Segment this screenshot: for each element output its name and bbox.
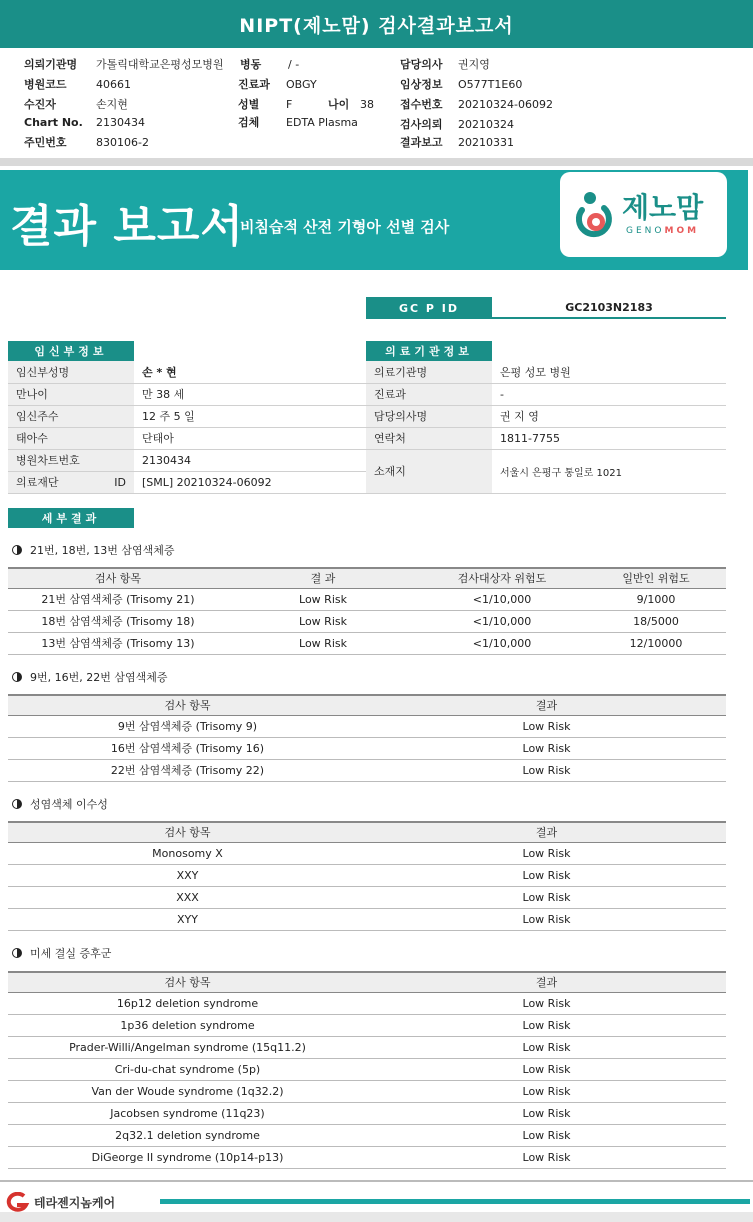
table-row	[8, 588, 726, 610]
doctor-field	[400, 56, 490, 72]
cell: 18번 삼염색체증 (Trisomy 18)	[8, 610, 228, 632]
cell: <1/10,000	[418, 588, 586, 610]
table-row	[366, 449, 726, 493]
col-subject-risk: 검사대상자 위험도	[418, 568, 586, 588]
inst-contact-label: 연락처	[366, 427, 492, 449]
table-row	[8, 610, 726, 632]
pregnant-name-label: 임신부성명	[8, 361, 134, 383]
footer-divider	[0, 1180, 753, 1182]
genomom-logo	[560, 172, 727, 257]
logo-english	[626, 226, 699, 236]
patient-value: 손지현	[96, 98, 128, 111]
cell: Low Risk	[367, 842, 726, 864]
section4-heading-text: 미세 결실 증후군	[30, 947, 112, 960]
cell: Low Risk	[367, 1036, 726, 1058]
half-circle-icon	[12, 672, 22, 682]
inst-name-value: 은평 성모 병원	[492, 361, 726, 383]
institution-value: 가톨릭대학교은평성모병원	[96, 58, 224, 71]
cell: Low Risk	[367, 1058, 726, 1080]
request-label: 검사의뢰	[400, 118, 443, 131]
result-banner	[0, 170, 748, 270]
age-label: 만나이	[8, 383, 134, 405]
chart-number-value: 2130434	[134, 449, 366, 471]
table-row	[366, 405, 726, 427]
chart-label: Chart No.	[24, 116, 83, 129]
patient-field	[24, 96, 128, 112]
report-title: NIPT(제노맘) 검사결과보고서	[0, 0, 753, 48]
trisomy-minor-table	[8, 694, 726, 782]
inst-address-label: 소재지	[366, 449, 492, 493]
cell: 9/1000	[586, 588, 726, 610]
cell: 1p36 deletion syndrome	[8, 1014, 367, 1036]
dept-value: OBGY	[286, 78, 317, 91]
table-row	[8, 361, 366, 383]
section1-heading	[12, 542, 174, 558]
cell: 2q32.1 deletion syndrome	[8, 1124, 367, 1146]
receipt-field	[400, 96, 553, 112]
cell: Van der Woude syndrome (1q32.2)	[8, 1080, 367, 1102]
col-result: 결 과	[228, 568, 418, 588]
pregnant-info-tab: 임신부정보	[8, 341, 134, 361]
cell: Low Risk	[367, 715, 726, 737]
half-circle-icon	[12, 948, 22, 958]
ward-label: 병동	[240, 58, 262, 71]
table-header-row	[8, 972, 726, 992]
age-value: 38	[360, 98, 374, 111]
resident-value: 830106-2	[96, 136, 149, 149]
cell: 22번 삼염색체증 (Trisomy 22)	[8, 759, 367, 781]
table-row	[8, 759, 726, 781]
table-row	[8, 842, 726, 864]
section2-heading-text: 9번, 16번, 22번 삼염색체증	[30, 671, 168, 684]
section3-heading-text: 성염색체 이수성	[30, 798, 108, 811]
age-label: 나이	[328, 98, 350, 111]
cell: Cri-du-chat syndrome (5p)	[8, 1058, 367, 1080]
hospital-code-field	[24, 76, 131, 92]
gcp-id-value: GC2103N2183	[492, 297, 726, 319]
section2-heading	[12, 669, 167, 685]
chart-value: 2130434	[96, 116, 145, 129]
doctor-value: 권지영	[458, 58, 490, 71]
footer-company-logo	[4, 1192, 115, 1212]
report-date-value: 20210331	[458, 136, 514, 149]
pregnant-info-table	[8, 361, 366, 494]
fetus-count-value: 단태아	[134, 427, 366, 449]
header-info	[0, 52, 753, 156]
table-row	[8, 405, 366, 427]
footer-bottom-band	[0, 1212, 753, 1222]
logo-en-mom: MOM	[664, 226, 700, 236]
table-row	[8, 449, 366, 471]
cell: Low Risk	[367, 908, 726, 930]
inst-contact-value: 1811-7755	[492, 427, 726, 449]
patient-label: 수진자	[24, 98, 56, 111]
table-row	[8, 1102, 726, 1124]
foundation-id-value: [SML] 20210324-06092	[134, 471, 366, 493]
table-row	[8, 383, 366, 405]
half-circle-icon	[12, 799, 22, 809]
cell: XYY	[8, 908, 367, 930]
section1-heading-text: 21번, 18번, 13번 삼염색체증	[30, 544, 175, 557]
specimen-field	[238, 114, 358, 130]
footer-accent-line	[160, 1199, 750, 1204]
sex-field	[238, 96, 292, 112]
trisomy-major-table	[8, 567, 726, 655]
inst-doctor-value: 권 지 영	[492, 405, 726, 427]
table-row	[8, 908, 726, 930]
section4-heading	[12, 945, 111, 961]
inst-name-label: 의료기관명	[366, 361, 492, 383]
receipt-label: 접수번호	[400, 98, 443, 111]
inst-dept-label: 진료과	[366, 383, 492, 405]
cell: Low Risk	[367, 886, 726, 908]
specimen-label: 검체	[238, 116, 260, 129]
cell: Low Risk	[367, 1146, 726, 1168]
microdeletion-table	[8, 971, 726, 1169]
table-header-row	[8, 822, 726, 842]
table-row	[8, 886, 726, 908]
cell: 12/10000	[586, 632, 726, 654]
cell: 9번 삼염색체증 (Trisomy 9)	[8, 715, 367, 737]
col-test-item: 검사 항목	[8, 695, 367, 715]
table-row	[8, 1058, 726, 1080]
col-result: 결과	[367, 972, 726, 992]
table-row	[8, 1124, 726, 1146]
gestation-label: 임신주수	[8, 405, 134, 427]
cell: Low Risk	[367, 992, 726, 1014]
footer-company-name: 테라젠지놈케어	[34, 1195, 116, 1210]
table-row	[366, 427, 726, 449]
cell: XXX	[8, 886, 367, 908]
cell: Prader-Willi/Angelman syndrome (15q11.2)	[8, 1036, 367, 1058]
banner-title: 결과 보고서	[10, 201, 244, 252]
institution-label: 의뢰기관명	[24, 58, 78, 71]
divider	[0, 158, 753, 166]
cell: Low Risk	[367, 1080, 726, 1102]
cell: <1/10,000	[418, 610, 586, 632]
cell: Low Risk	[367, 1124, 726, 1146]
cell: Low Risk	[228, 632, 418, 654]
table-row	[366, 383, 726, 405]
cell: Jacobsen syndrome (11q23)	[8, 1102, 367, 1124]
cell: DiGeorge II syndrome (10p14-p13)	[8, 1146, 367, 1168]
age-value: 만 38 세	[134, 383, 366, 405]
table-row	[8, 1080, 726, 1102]
cell: 16번 삼염색체증 (Trisomy 16)	[8, 737, 367, 759]
dept-label: 진료과	[238, 78, 270, 91]
logo-en-geno: GENO	[626, 226, 665, 236]
section3-heading	[12, 796, 108, 812]
sex-chromosome-table	[8, 821, 726, 931]
clinical-value: O577T1E60	[458, 78, 523, 91]
sex-label: 성별	[238, 98, 260, 111]
hospital-code-label: 병원코드	[24, 78, 67, 91]
pregnant-name-value: 손 * 현	[134, 361, 366, 383]
receipt-value: 20210324-06092	[458, 98, 553, 111]
col-general-risk: 일반인 위험도	[586, 568, 726, 588]
inst-doctor-label: 담당의사명	[366, 405, 492, 427]
table-header-row	[8, 568, 726, 588]
table-row	[8, 715, 726, 737]
theragen-logo-icon	[4, 1192, 30, 1212]
ward-field	[240, 56, 299, 72]
gestation-value: 12 주 5 일	[134, 405, 366, 427]
table-row	[8, 427, 366, 449]
gcp-id-label: GC P ID	[366, 297, 492, 319]
resident-field	[24, 134, 149, 150]
col-test-item: 검사 항목	[8, 972, 367, 992]
cell: Low Risk	[228, 610, 418, 632]
cell: Low Risk	[367, 1014, 726, 1036]
report-date-label: 결과보고	[400, 136, 443, 149]
cell: 21번 삼염색체증 (Trisomy 21)	[8, 588, 228, 610]
cell: XXY	[8, 864, 367, 886]
dept-field	[238, 76, 317, 92]
cell: Low Risk	[228, 588, 418, 610]
logo-name: 제노맘	[622, 191, 704, 224]
specimen-value: EDTA Plasma	[286, 116, 358, 129]
table-row	[8, 737, 726, 759]
col-result: 결과	[367, 822, 726, 842]
table-row	[8, 632, 726, 654]
ward-value: / -	[288, 58, 300, 71]
clinical-field	[400, 76, 522, 92]
table-row	[8, 1014, 726, 1036]
request-value: 20210324	[458, 118, 514, 131]
table-header-row	[8, 695, 726, 715]
table-row	[8, 1146, 726, 1168]
table-row	[8, 992, 726, 1014]
table-row	[8, 864, 726, 886]
cell: Low Risk	[367, 864, 726, 886]
report-date-field	[400, 134, 514, 150]
col-test-item: 검사 항목	[8, 568, 228, 588]
cell: Monosomy X	[8, 842, 367, 864]
cell: Low Risk	[367, 737, 726, 759]
clinical-label: 임상정보	[400, 78, 443, 91]
table-row	[8, 471, 366, 493]
cell: <1/10,000	[418, 632, 586, 654]
banner-subtitle: 비침습적 산전 기형아 선별 검사	[240, 218, 450, 236]
table-row	[8, 1036, 726, 1058]
cell: 18/5000	[586, 610, 726, 632]
hospital-code-value: 40661	[96, 78, 131, 91]
fetus-count-label: 태아수	[8, 427, 134, 449]
institution-field	[24, 56, 224, 72]
resident-label: 주민번호	[24, 136, 67, 149]
cell: 16p12 deletion syndrome	[8, 992, 367, 1014]
col-test-item: 검사 항목	[8, 822, 367, 842]
col-result: 결과	[367, 695, 726, 715]
cell: Low Risk	[367, 1102, 726, 1124]
chart-number-label: 병원차트번호	[8, 449, 134, 471]
age-field	[328, 96, 374, 112]
doctor-label: 담당의사	[400, 58, 443, 71]
table-row	[366, 361, 726, 383]
detail-result-tab: 세부결과	[8, 508, 134, 528]
genomom-logo-icon	[574, 190, 618, 240]
institution-info-table	[366, 361, 726, 494]
half-circle-icon	[12, 545, 22, 555]
chart-field	[24, 116, 145, 129]
request-field	[400, 116, 514, 132]
cell: 13번 삼염색체증 (Trisomy 13)	[8, 632, 228, 654]
institution-info-tab: 의료기관정보	[366, 341, 492, 361]
foundation-id-label: 의료재단 ID	[8, 471, 134, 493]
cell: Low Risk	[367, 759, 726, 781]
inst-address-value: 서울시 은평구 통일로 1021	[492, 449, 726, 493]
inst-dept-value: -	[492, 383, 726, 405]
sex-value: F	[286, 98, 293, 111]
